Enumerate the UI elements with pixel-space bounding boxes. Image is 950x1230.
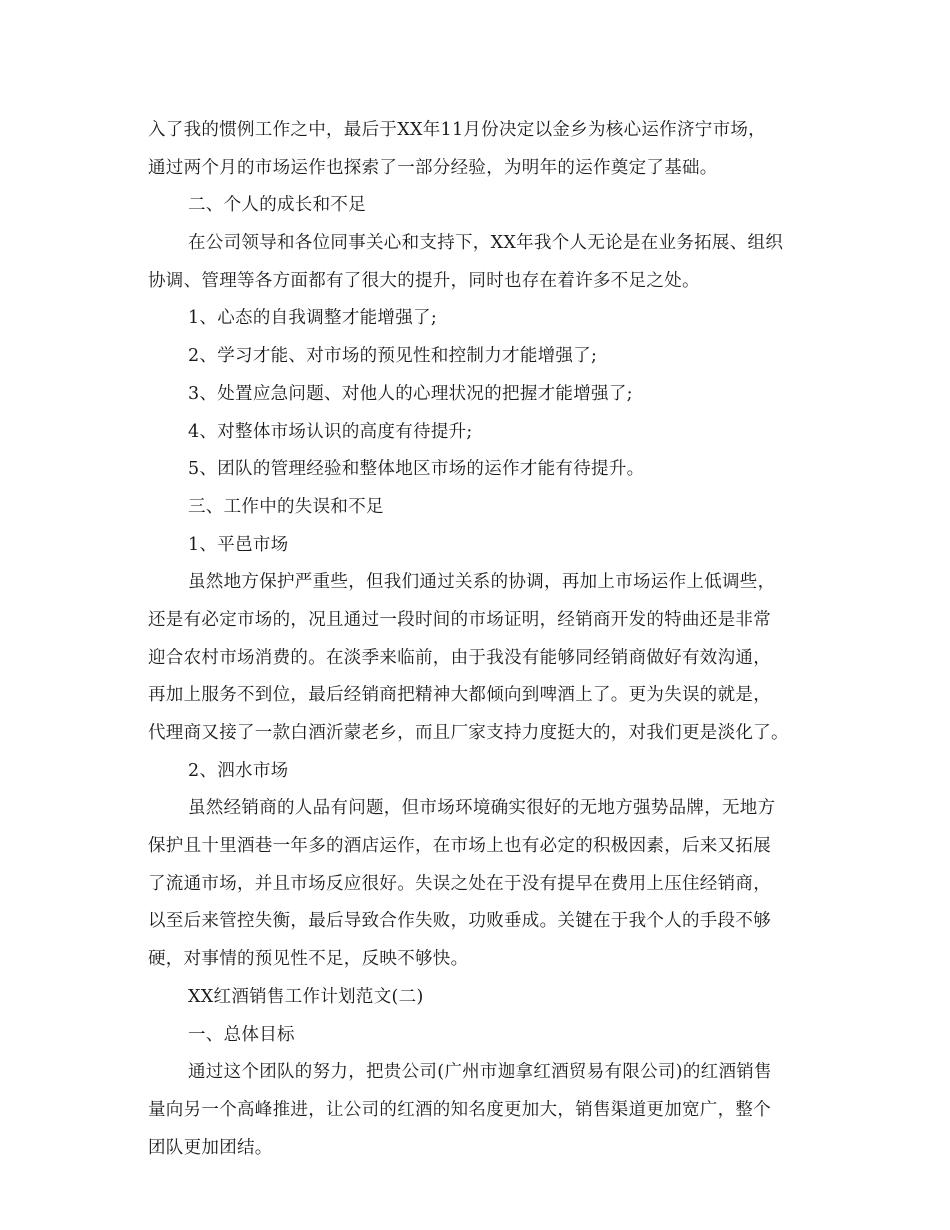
text-line: 保护且十里酒巷一年多的酒店运作，在市场上也有必定的积极因素，后来又拓展 (148, 836, 771, 857)
text-line: 入了我的惯例工作之中，最后于XX年11月份决定以金乡为核心运作济宁市场， (148, 120, 766, 140)
document-body (148, 112, 818, 1167)
text-line: 硬，对事情的预见性不足，反映不够快。 (148, 949, 469, 970)
text-line: 虽然经销商的人品有问题，但市场环境确实很好的无地方强势品牌，无地方 (188, 798, 776, 819)
text-line: 迎合农村市场消费的。在淡季来临前，由于我没有能够同经销商做好有效沟通， (148, 647, 771, 668)
text-line: 在公司领导和各位同事关心和支持下，XX年我个人无论是在业务拓展、组织 (188, 233, 784, 254)
section-heading: 一、总体目标 (188, 1024, 295, 1045)
list-item: 2、学习才能、对市场的预见性和控制力才能增强了; (188, 346, 598, 367)
section-heading: 二、个人的成长和不足 (188, 195, 366, 216)
text-line: 以至后来管控失衡，最后导致合作失败，功败垂成。关键在于我个人的手段不够 (148, 911, 771, 932)
subsection-heading: 2、泗水市场 (188, 760, 289, 781)
text-line: 虽然地方保护严重些，但我们通过关系的协调，再加上市场运作上低调些， (188, 572, 776, 593)
list-item: 4、对整体市场认识的高度有待提升; (188, 421, 473, 442)
text-line: 量向另一个高峰推进，让公司的红酒的知名度更加大，销售渠道更加宽广，整个 (148, 1099, 771, 1120)
text-line: 还是有必定市场的，况且通过一段时间的市场证明，经销商开发的特曲还是非常 (148, 609, 771, 630)
subsection-heading: 1、平邑市场 (188, 534, 289, 555)
list-item: 1、心态的自我调整才能增强了; (188, 308, 438, 329)
text-line: 通过两个月的市场运作也探索了一部分经验，为明年的运作奠定了基础。 (148, 157, 718, 178)
text-line: 团队更加团结。 (148, 1137, 273, 1158)
text-line: 再加上服务不到位，最后经销商把精神大都倾向到啤酒上了。更为失误的就是， (148, 685, 771, 706)
text-line: 代理商又接了一款白酒沂蒙老乡，而且厂家支持力度挺大的，对我们更是淡化了。 (148, 723, 789, 743)
section-heading: 三、工作中的失误和不足 (188, 496, 384, 517)
list-item: 3、处置应急问题、对他人的心理状况的把握才能增强了; (188, 383, 633, 404)
text-line: 通过这个团队的努力，把贵公司(广州市迦拿红酒贸易有限公司)的红酒销售 (188, 1062, 772, 1083)
text-line: 协调、管理等各方面都有了很大的提升，同时也存在着许多不足之处。 (148, 270, 700, 291)
list-item: 5、团队的管理经验和整体地区市场的运作才能有待提升。 (188, 459, 645, 480)
document-title: XX红酒销售工作计划范文(二) (188, 986, 424, 1007)
text-line: 了流通市场，并且市场反应很好。失误之处在于没有提早在费用上压住经销商， (148, 873, 771, 894)
